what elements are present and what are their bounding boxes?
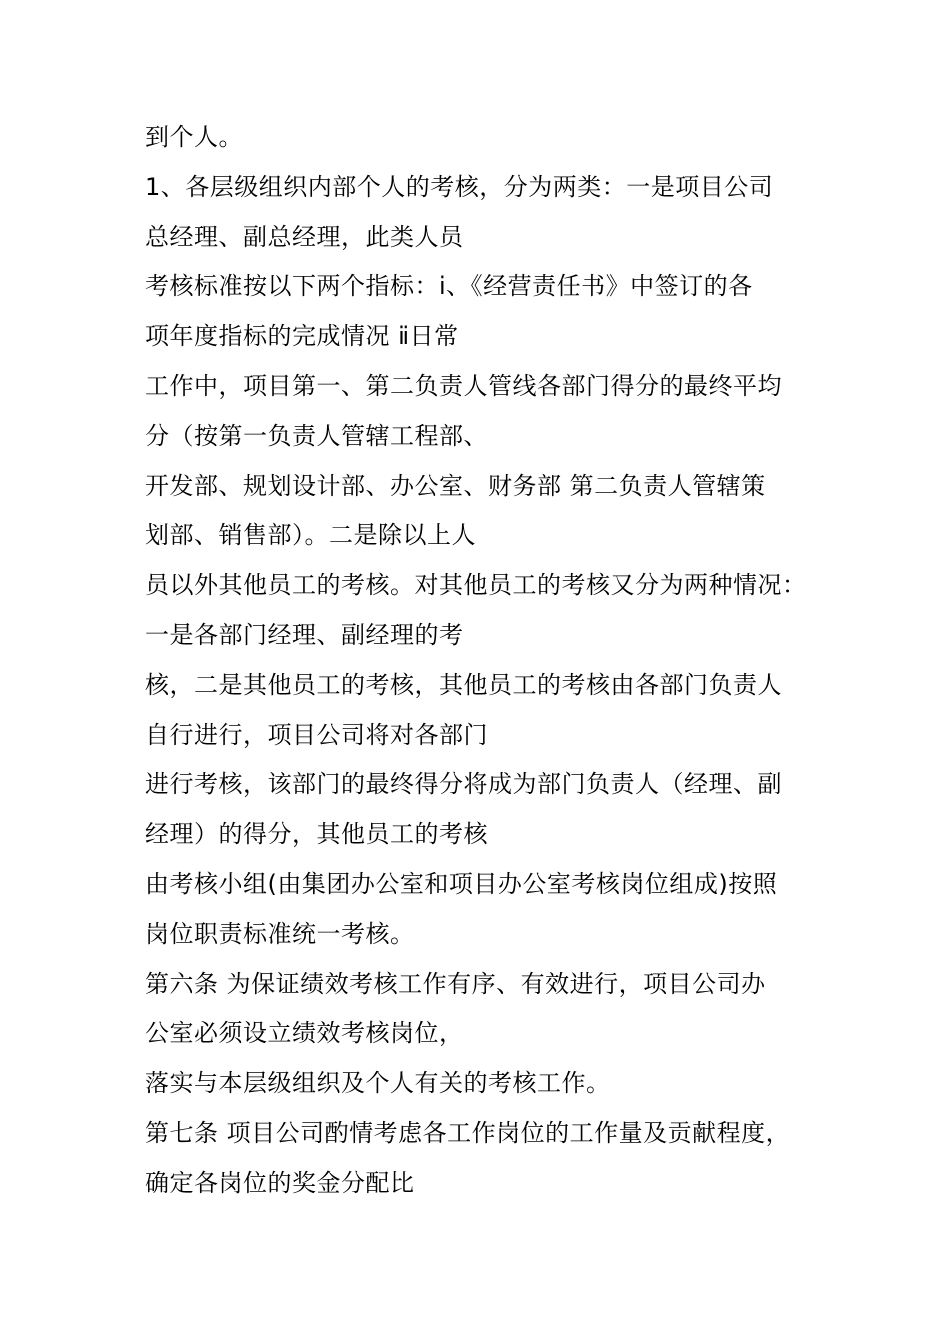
text-line: 经理）的得分，其他员工的考核 bbox=[145, 820, 488, 849]
text-line: 考核标准按以下两个指标：ⅰ、《经营责任书》中签订的各 bbox=[145, 272, 753, 301]
text-line: 第六条 为保证绩效考核工作有序、有效进行，项目公司办 bbox=[145, 969, 766, 998]
text-line: 自行进行，项目公司将对各部门 bbox=[145, 720, 488, 749]
text-line: 分（按第一负责人管辖工程部、 bbox=[145, 421, 488, 450]
body-text bbox=[145, 113, 825, 1209]
text-line: 落实与本层级组织及个人有关的考核工作。 bbox=[145, 1069, 611, 1098]
text-line: 总经理、副总经理，此类人员 bbox=[145, 222, 464, 251]
text-line: 公室必须设立绩效考核岗位， bbox=[145, 1019, 464, 1048]
text-line: 核，二是其他员工的考核，其他员工的考核由各部门负责人 bbox=[145, 670, 782, 699]
text-line: 岗位职责标准统一考核。 bbox=[145, 919, 415, 948]
text-line: 进行考核，该部门的最终得分将成为部门负责人（经理、副 bbox=[145, 770, 782, 799]
text-line: 确定各岗位的奖金分配比 bbox=[145, 1168, 415, 1197]
text-line: 工作中，项目第一、第二负责人管线各部门得分的最终平均 bbox=[145, 371, 782, 400]
text-line: 划部、销售部）。二是除以上人 bbox=[145, 521, 476, 550]
text-line: 一是各部门经理、副经理的考 bbox=[145, 620, 464, 649]
text-line: 第七条 项目公司酌情考虑各工作岗位的工作量及贡献程度， bbox=[145, 1118, 791, 1147]
text-line: 项年度指标的完成情况 ⅱ日常 bbox=[145, 322, 459, 351]
text-line: 开发部、规划设计部、办公室、财务部 第二负责人管辖策 bbox=[145, 471, 766, 500]
text-line: 由考核小组(由集团办公室和项目办公室考核岗位组成)按照 bbox=[145, 869, 778, 898]
text-line: 员以外其他员工的考核。对其他员工的考核又分为两种情况： bbox=[145, 571, 807, 600]
text-line: 到个人。 bbox=[145, 123, 243, 151]
text-line: 1、各层级组织内部个人的考核，分为两类：一是项目公司 bbox=[145, 172, 774, 201]
